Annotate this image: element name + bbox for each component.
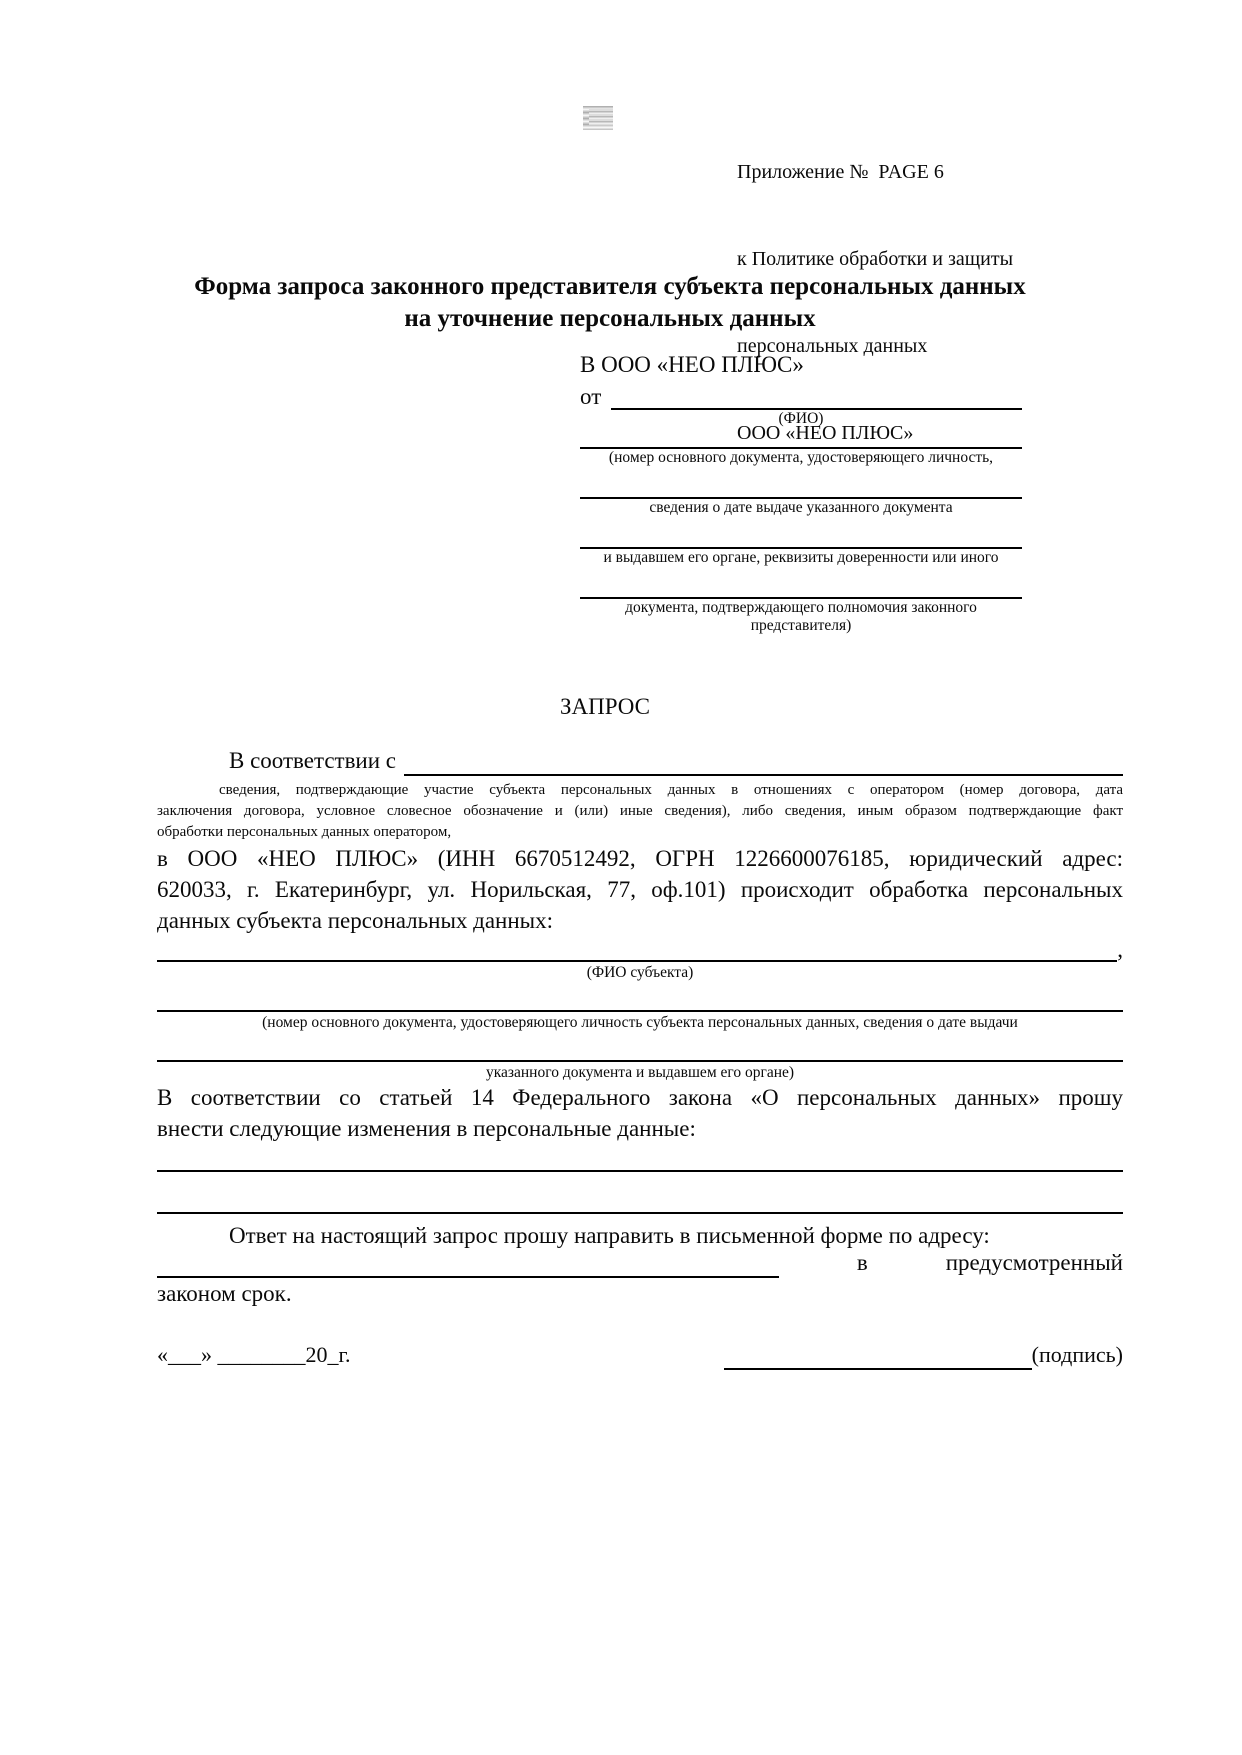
addressee-to: В ООО «НЕО ПЛЮС» [580, 352, 804, 377]
policy-line-2: персональных данных [737, 335, 928, 357]
addressee-block [580, 352, 1022, 635]
policy-line-1: к Политике обработки и защиты [737, 248, 1014, 270]
field-caption-1: (номер основного документа, удостоверяющего личность, [608, 449, 994, 466]
signature-group [724, 1339, 1123, 1370]
signature-caption: (подпись) [1031, 1342, 1123, 1367]
document-title-line-2: на уточнение персональных данных [404, 305, 816, 332]
subject-fio-row [157, 936, 1123, 962]
date-field[interactable]: «___» ________20_г. [157, 1342, 351, 1367]
operator-paragraph [157, 843, 1123, 936]
document-title-line-1: Форма запроса законного представителя субъекта персональных данных [194, 273, 1026, 300]
fio-caption: (ФИО) [778, 410, 824, 427]
subject-fio-caption: (ФИО субъекта) [586, 964, 694, 981]
reply-address-blank-line[interactable] [157, 1252, 779, 1278]
field-caption-4: документа, подтверждающего полномочия законного представителя) [625, 599, 977, 634]
blank-field-line-3[interactable] [580, 517, 1022, 549]
reply-address-row [157, 1251, 1123, 1278]
article-line-2: внести следующие изменения в персональные данные: [157, 1116, 696, 1141]
fine-print-line-2: заключения договора, условное словесное обозначение и (или) иные сведения), либо сведения, иным образом подтверждающие факт [157, 803, 1123, 819]
basis-row [157, 748, 1123, 776]
trailing-comma: , [1117, 937, 1123, 962]
basis-blank-line[interactable] [404, 750, 1123, 776]
basis-label: В соответствии с [229, 748, 397, 773]
subject-doc-caption-1: (номер основного документа, удостоверяющего личность субъекта персональных данных, сведения о дате выдачи [262, 1014, 1018, 1031]
operator-line-2: 620033, г. Екатеринбург, ул. Норильская, 77, оф.101) происходит обработка персональных [157, 877, 1123, 902]
subject-fio-blank-line[interactable] [157, 936, 1117, 962]
fine-print-note [157, 780, 1123, 843]
signature-row [157, 1339, 1123, 1370]
request-heading: ЗАПРОС [559, 694, 651, 719]
from-row [580, 384, 1022, 410]
field-caption-3: и выдавшем его органе, реквизиты доверенности или иного [603, 549, 999, 566]
subject-doc-caption-2: указанного документа и выдавшем его органе) [485, 1064, 795, 1081]
changes-blank-line-2[interactable] [157, 1172, 1123, 1214]
changes-blank-line-1[interactable] [157, 1144, 1123, 1172]
blank-field-line-4[interactable] [580, 567, 1022, 599]
reply-word-v: в [856, 1250, 868, 1275]
reply-paragraph: Ответ на настоящий запрос прошу направить в письменной форме по адресу: [229, 1223, 990, 1248]
fio-blank-line[interactable] [611, 384, 1022, 410]
signature-blank-line[interactable] [724, 1346, 1032, 1370]
request-body [157, 748, 1123, 1370]
field-caption-2: сведения о дате выдаче указанного документа [649, 499, 953, 516]
blank-field-line-2[interactable] [580, 467, 1022, 499]
fine-print-line-1: сведения, подтверждающие участие субъекта персональных данных в отношениях с оператором (номер договора, дата [219, 782, 1123, 798]
from-label: от [580, 384, 602, 409]
article-14-paragraph [157, 1082, 1123, 1144]
operator-line-3: данных субъекта персональных данных: [157, 908, 554, 933]
reply-word-predusmotrenny: предусмотренный [945, 1250, 1123, 1275]
company-name-line: ООО «НЕО ПЛЮС» [737, 422, 914, 444]
reply-tail: законом срок. [157, 1281, 292, 1306]
appendix-number-line: Приложение № PAGE 6 [737, 161, 944, 183]
blank-field-line-1[interactable] [580, 428, 1022, 449]
field-code-artifact-icon [583, 106, 613, 130]
subject-doc-blank-line-2[interactable] [157, 1032, 1123, 1062]
operator-line-1: в ООО «НЕО ПЛЮС» (ИНН 6670512492, ОГРН 1226600076185, юридический адрес: [157, 846, 1123, 871]
subject-doc-blank-line-1[interactable] [157, 982, 1123, 1012]
fine-print-line-3: обработки персональных данных оператором, [157, 824, 452, 840]
article-line-1: В соответствии со статьей 14 Федерального закона «О персональных данных» прошу [157, 1085, 1123, 1110]
document-title [130, 271, 1090, 335]
